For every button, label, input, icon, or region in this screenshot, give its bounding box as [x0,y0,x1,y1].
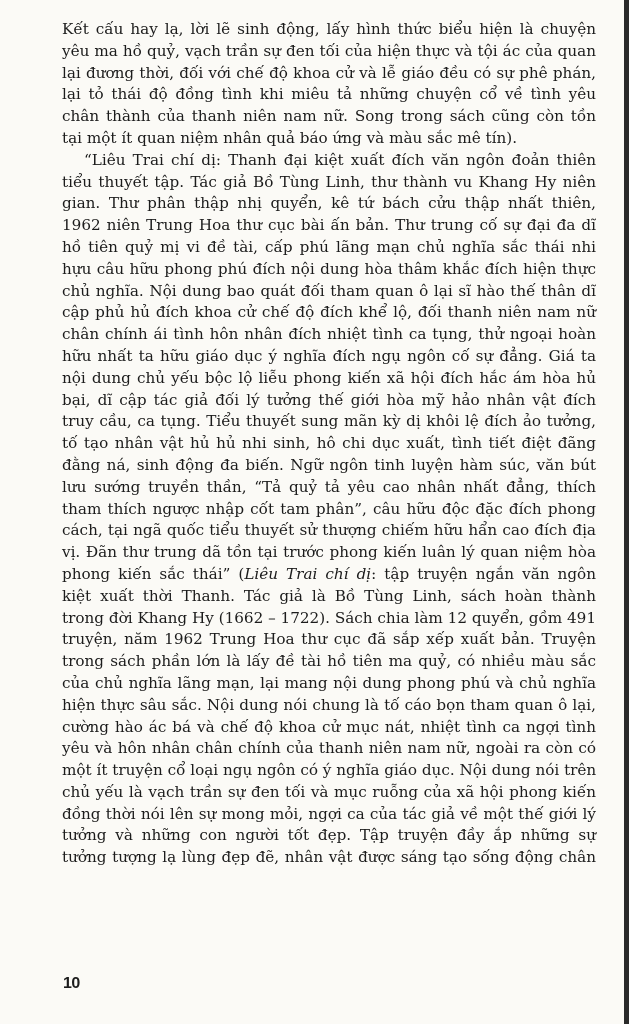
text-line: chân thành của thanh niên nam nữ. Song trong sách cũng còn tồn [62,107,596,126]
text-run: : tập truyện ngắn văn ngôn [371,564,596,583]
text-line: 1962 niên Trung Hoa thư cục bài ấn bản. Thư trung cố sự đại đa dĩ [62,216,596,235]
text-line: chân chính ái tình hôn nhân đích nhiệt tình ca tụng, thử ngoại hoàn [62,325,596,344]
text-line: lại đương thời, đối với chế độ khoa cử và lễ giáo đều có sự phê phán, [62,63,596,82]
text-line: hiện thực sâu sắc. Nội dung nói chung là tố cáo bọn tham quan ô lại, [62,695,596,714]
text-line: truy cầu, ca tụng. Tiểu thuyết sung mãn kỳ dị khôi lệ đích ảo tưởng, [62,412,596,431]
page-number: 10 [63,975,80,992]
text-line: yêu và hôn nhân chân chính của thanh niên nam nữ, ngoài ra còn có [62,739,596,758]
text-line: tưởng và những con người tốt đẹp. Tập truyện đầy ắp những sự [62,826,596,845]
text-line: truyện, năm 1962 Trung Hoa thư cục đã sắp xếp xuất bản. Truyện [62,630,596,649]
text-line: hựu câu hữu phong phú đích nội dung hòa thâm khắc đích hiện thực [62,259,596,278]
body-text [62,19,596,869]
text-line: gian. Thư phân thập nhị quyển, kê tứ bách cửu thập nhất thiên, [62,194,596,213]
text-line: vị. Đãn thư trung dã tồn tại trước phong kiến luân lý quan niệm hòa [62,543,596,562]
text-line: hữu nhất ta hữu giáo dục ý nghĩa đích ngụ ngôn cố sự đẳng. Giá ta [62,346,596,365]
text-line: tham thích ngược nhập cốt tam phân”, câu hữu độc đặc đích phong [62,499,596,518]
text-line: kiệt xuất thời Thanh. Tác giả là Bồ Tùng Linh, sách hoàn thành [62,586,596,605]
text-line: cường hào ác bá và chế độ khoa cử mục nát, nhiệt tình ca ngợi tình [62,717,596,736]
italic-book-title: Liêu Trai chí dị [244,564,372,583]
text-line: Kết cấu hay lạ, lời lẽ sinh động, lấy hình thức biểu hiện là chuyện [62,20,596,38]
page-edge-shadow [624,0,629,1024]
text-line: trong sách phần lớn là lấy đề tài hồ tiên ma quỷ, có nhiều màu sắc [62,652,596,671]
text-line: của chủ nghĩa lãng mạn, lại mang nội dung phong phú và chủ nghĩa [62,673,596,692]
text-line: đằng ná, sinh động đa biến. Ngữ ngôn tinh luyện hàm súc, văn bút [62,455,596,474]
text-line: tưởng tượng lạ lùng đẹp đẽ, nhân vật được sáng tạo sống động chân [62,848,596,867]
text-line: “Liêu Trai chí dị: Thanh đại kiệt xuất đích văn ngôn đoản thiên [84,150,596,169]
text-line: tố tạo nhân vật hủ hủ nhi sinh, hô chi dục xuất, tình tiết điệt đãng [62,434,596,453]
text-line: chủ yếu là vạch trần sự đen tối và mục ruỗng của xã hội phong kiến [62,782,596,801]
text-line-mixed [62,564,596,586]
text-line: hồ tiên quỷ mị vi đề tài, cấp phú lãng mạn chủ nghĩa sắc thái nhi [62,237,596,256]
text-line: nội dung chủ yếu bộc lộ liễu phong kiến xã hội đích hắc ám hòa hủ [62,368,596,387]
text-line: một ít truyện cổ loại ngụ ngôn có ý nghĩa giáo dục. Nội dung nói trên [62,761,597,780]
text-line: trong đời Khang Hy (1662 – 1722). Sách chia làm 12 quyển, gồm 491 [62,608,596,627]
text-line: bại, dĩ cập tác giả đối lý tưởng thế giới hòa mỹ hảo nhân vật đích [62,390,596,409]
text-line: lại tỏ thái độ đồng tình khi miêu tả những chuyện cổ về tình yêu [62,85,596,104]
text-line: đồng thời nói lên sự mong mỏi, ngợi ca của tác giả về một thế giới lý [62,804,596,823]
text-line: cách, tại ngã quốc tiểu thuyết sử thượng chiếm hữu hẩn cao đích địa [62,521,596,540]
text-line: tại một ít quan niệm nhân quả báo ứng và màu sắc mê tín). [62,128,518,147]
text-line: yêu ma hồ quỷ, vạch trần sự đen tối của hiện thực và tội ác của quan [62,41,596,60]
text-line: lưu sướng truyền thần, “Tả quỷ tả yêu cao nhân nhất đẳng, thích [62,477,596,496]
text-run: phong kiến sắc thái” ( [62,564,245,583]
text-line: tiểu thuyết tập. Tác giả Bồ Tùng Linh, thư thành vu Khang Hy niên [62,172,596,191]
text-line: chủ nghĩa. Nội dung bao quát đối tham quan ô lại sĩ hào thế thân dĩ [62,281,596,300]
text-line: cập phủ hủ đích khoa cử chế độ đích khể lộ, đối thanh niên nam nữ [62,303,596,322]
